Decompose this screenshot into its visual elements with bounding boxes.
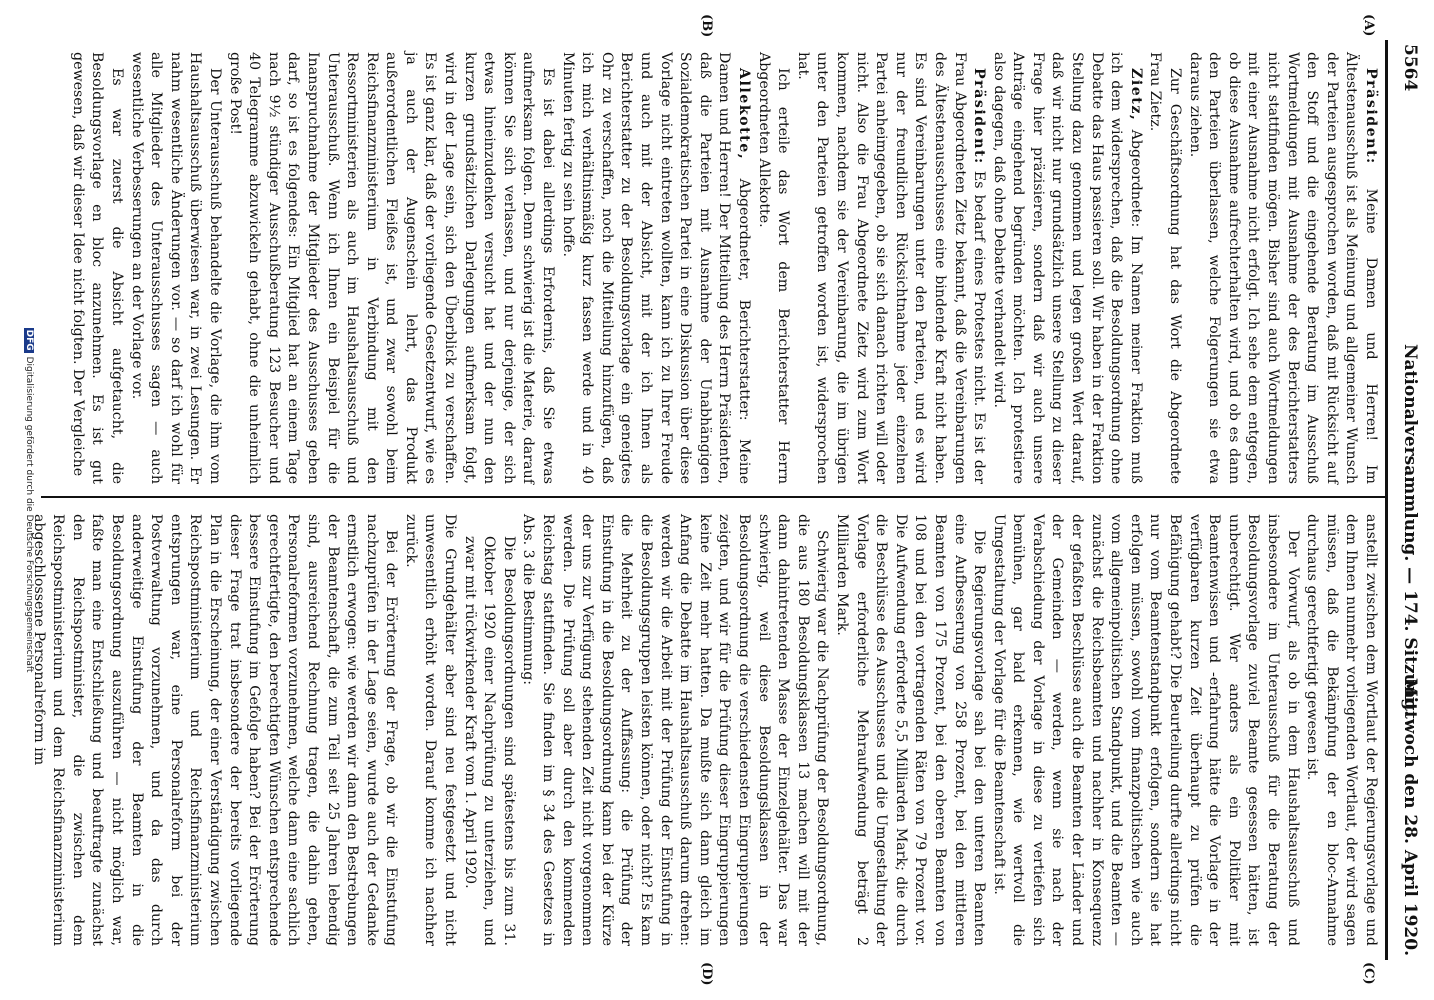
paragraph	[792, 52, 988, 484]
paragraph	[753, 52, 792, 484]
marker-c: (C)	[1361, 962, 1376, 985]
page-number: 5564	[1400, 44, 1420, 92]
right-column	[28, 514, 1380, 946]
paragraph-text: Abgeordnete: Im Namen meiner Fraktion muß ich dem widersprechen, daß die Besoldungsordnung ohne Debatte das Haus passieren soll. Wir haben in der Fraktion Stellung dazu genommen und legen großen Wert darauf, daß wir nicht nur grundsätzlich unsere Stellung zu dieser Frage hier präzisieren, sondern daß wir auch unsere Anträge eingehend begründen möchten. Ich protestiere also dagegen, daß ohne Debatte verhandelt wird.	[990, 52, 1144, 484]
page-header	[1390, 44, 1420, 956]
paragraph-text: Zur Geschäftsordnung hat das Wort die Abgeordnete Frau Zietz.	[1147, 52, 1184, 484]
paragraph	[459, 514, 518, 946]
marker-d: (D)	[699, 962, 714, 986]
paragraph	[224, 52, 557, 484]
paragraph	[518, 514, 832, 946]
paragraph	[557, 52, 753, 484]
paragraph-text: Es war zuerst die Absicht aufgetaucht, die Besoldungsvorlage en bloc anzunehmen. Es ist gut gewesen, daß wir dieser Idee nicht folgten. Der Vergleiche	[69, 52, 125, 484]
marker-a: (A)	[1361, 14, 1376, 37]
column-divider	[41, 496, 1386, 498]
footer	[24, 0, 34, 1000]
paragraph	[831, 514, 988, 946]
speaker-name: Präsident:	[971, 68, 988, 165]
paragraph	[1145, 52, 1184, 484]
paragraph-text: Die Grundgehälter aber sind neu festgesetzt und nicht unwesentlich erhöht worden. Darauf komme ich nachher zurück.	[402, 514, 459, 946]
paragraph-text: Der Unterausschuß behandelte die Vorlage, die ihm vom Haushaltsausschuß überwiesen war, in zwei Lesungen. Er nahm wesentliche Änderungen vor. — so darf ich wohl für alle Mitglieder des Unterausschusses sagen — auch wesentliche Verbesserungen an der Vorlage vor.	[128, 52, 223, 484]
speaker-name: Präsident:	[1363, 68, 1379, 165]
paragraph	[126, 52, 224, 484]
speaker-name: Zietz,	[1127, 68, 1144, 122]
paragraph	[67, 52, 126, 484]
paragraph	[1302, 514, 1380, 946]
paragraph	[400, 514, 459, 946]
paragraph-text: Die Besoldungsordnungen sind spätestens bis zum 31. Oktober 1920 einer Nachprüfung zu unterziehen, und zwar mit rückwirkender Kraft vom 1. April 1920.	[461, 536, 517, 946]
paragraph-text: anstellt zwischen dem Wortlaut der Regierungsvorlage und dem Ihnen nunmehr vorliegenden Wortlaut, der wird sagen müssen, daß die Bekämpfung der en bloc-Annahme durchaus gerechtfertigt gewesen ist.	[1304, 514, 1379, 946]
paragraph-text: Meine Damen und Herren! Im Ältestenausschuß ist als Meinung und allgemeiner Wunsch der Parteien ausgesprochen worden, daß mit Rücksicht auf den Stoff und die eingehende Beratung im Ausschuß Wortmeldungen mit Ausnahme der des Berichterstatters nicht stattfinden mögen. Bisher sind auch Wortmeldungen mit einer Ausnahme nicht erfolgt. Ich sehe dem entgegen, ob diese Ausnahme aufrechterhalten wird, und ob es dann den Parteien überlassen, welche Folgerungen sie etwa daraus ziehen.	[1186, 52, 1379, 484]
session-date: Mittwoch den 28. April 1920.	[1400, 677, 1420, 956]
paragraph	[988, 514, 1302, 946]
marker-b: (B)	[699, 14, 714, 38]
paragraph-text: Es ist dabei allerdings Erfordernis, daß Sie etwas aufmerksam folgen. Denn schwierig ist die Materie, darauf können Sie sich verlassen, und nur derjenige, der sich etwas hineinzudenken versucht hat und der nun den kurzen grundsätzlichen Darlegungen aufmerksam folgt, wird in der Lage sein, sich den Überblick zu verschaffen. Es ist ganz klar, daß der vorliegende Gesetzentwurf, wie es ja auch der Augenschein lehrt, das Produkt außerordentlichen Fleißes ist, und zwar sowohl beim Reichsfinanzministerium in Verbindung mit den Ressortministerien als auch im Haushaltsausschuß und Unterausschuß. Wenn ich Ihnen ein Beispiel für die Inanspruchnahme der Mitglieder des Ausschusses geben darf, so ist es folgendes: Ein Mitglied hat an einem Tage nach 9½ stündiger Ausschußberatung 123 Besucher und 40 Telegramme abzuwickeln gehabt, ohne die unheimlich große Post!	[226, 52, 557, 484]
page-title: Nationalversammlung. — 174. Sitzung.	[1400, 344, 1420, 717]
paragraph-text: Es bedarf eines Protestes nicht. Es ist der Frau Abgeordneten Zietz bekannt, daß die Vereinbarungen des Ältestenausschusses eine bindende Kraft nicht haben. Es sind Vereinbarungen unter den Parteien, und es wird nur der freundlichen Rücksichtnahme jeder einzelnen Partei anheimgegeben, ob sie sich danach richten will oder nicht. Also die Frau Abgeordnete Zietz wird zum Wort kommen, nachdem sie der Vereinbarung, die im übrigen unter den Parteien getroffen worden ist, widersprochen hat.	[794, 52, 988, 484]
paragraph-text: Der Vorwurf, als ob in dem Haushaltsausschuß und insbesondere im Unterausschuß für die Beratung der Besoldungsvorlage zuviel Beamte gesessen hätten, ist unberechtigt. Wer anders als ein Politiker mit Beamtenwissen und -erfahrung hätte die Vorlage in der verfügbaren kurzen Zeit überhaupt zu prüfen die Befähigung gehabt? Die Beurteilung durfte allerdings nicht nur vom Beamtenstandpunkt erfolgen, sondern sie hat erfolgen müssen, sowohl vom finanzpolitischen wie auch vom allgemeinpolitischen Standpunkt, und die Beamten — zunächst die Reichsbeamten und nachher in Konsequenz der gefaßten Beschlüsse auch die Beamten der Länder und der Gemeinden — werden, wenn sie nach der Verabschiedung der Vorlage in diese zu vertiefen sich bemühen, gar bald erkennen, wie wertvoll die Umgestaltung der Vorlage für die Beamtenschaft ist.	[990, 514, 1301, 946]
left-column	[67, 52, 1380, 484]
dfg-logo: DFG	[24, 329, 34, 351]
speaker-name: Allekotte,	[736, 68, 752, 161]
header-rule	[1385, 40, 1388, 960]
paragraph	[28, 514, 400, 946]
paragraph-text: Bei der Erörterung der Frage, ob wir die Einstufung nachzuprüfen in der Lage seien, wurde auch der Gedanke ernstlich erwogen: wie werden wir dann den Bestrebungen der Beamtenschaft, die zum Teil seit 25 Jahren lebendig sind, ausreichend Rechnung tragen, die dahin gehen, Personalreformen vorzunehmen, welche dann eine sachlich gerechtfertigte, den berechtigten Wünschen entsprechende bessere Einstufung im Gefolge haben? Bei der Erörterung dieser Frage trat insbesondere der bereits vorliegende Plan in die Erscheinung, der einer Verständigung zwischen Reichspostministerium und Reichsfinanzministerium entsprungen war, eine Personalreform bei der Postverwaltung vorzunehmen, und da das durch anderweitige Einstufung der Beamten in die Besoldungsordnung auszuführen — nicht möglich war, faßte man eine Entschließung und beauftragte zunächst den Reichspostminister, die zwischen dem Reichspostministerium und dem Reichsfinanzministerium abgeschlossene Personalreform im	[30, 514, 400, 946]
paragraph-text: Die Regierungsvorlage sah bei den unteren Beamten eine Aufbesserung von 258 Prozent, bei den mittleren Beamten von 175 Prozent, bei den oberen Beamten von 108 und bei den vortragenden Räten von 79 Prozent vor. Die Aufwendung erforderte 5,5 Milliarden Mark; die durch die Beschlüsse des Ausschusses und die Umgestaltung der Vorlage erforderliche Mehraufwendung beträgt 2 Milliarden Mark.	[833, 514, 988, 946]
paragraph	[1184, 52, 1380, 484]
paragraph-text: Schwierig war die Nachprüfung der Besoldungsordnung, die aus 180 Besoldungsklassen 13 machen will mit der dann dahintretenden Masse der Einzelgehälter. Das war schwierig, weil diese Besoldungsklassen in der Besoldungsordnung die verschiedensten Eingruppierungen zeigten, und wir für die Prüfung dieser Eingruppierungen keine Zeit mehr hatten. Da mußte sich dann gleich im Anfang die Debatte im Haushaltsausschuß darum drehen: werden wir die Arbeit mit der Prüfung der Einstufung in die Besoldungsgruppen leisten können, oder nicht? Es kam die Mehrheit zu der Auffassung: die Prüfung der Einstufung in die Besoldungsordnung kann bei der Kürze der uns zur Verfügung stehenden Zeit nicht vorgenommen werden. Die Prüfung soll aber durch den kommenden Reichstag stattfinden. Sie finden im § 34 des Gesetzes in Abs. 3 die Bestimmung:	[520, 514, 831, 946]
paragraph-text: Abgeordneter, Berichterstatter: Meine Damen und Herren! Der Mitteilung des Herrn Präsidenten, daß die Parteien mit Ausnahme der Unabhängigen Sozialdemokratischen Partei in eine Diskussion über diese Vorlage nicht eintreten wollten, kann ich zu Ihrer Freude und auch mit der Absicht, mit der ich Ihnen als Berichterstatter zu der Besoldungsvorlage ein geneigtes Ohr zu verschaffen, noch die Mitteilung hinzufügen, daß ich mich verhältnismäßig kurz fassen werde und in 40 Minuten fertig zu sein hoffe.	[559, 52, 752, 484]
paragraph	[988, 52, 1145, 484]
footer-credit: Digitalisierung gefördert durch die Deutsche Forschungsgemeinschaft	[24, 356, 34, 673]
paragraph-text: Ich erteile das Wort dem Berichterstatter Herrn Abgeordneten Allekotte.	[755, 52, 792, 484]
